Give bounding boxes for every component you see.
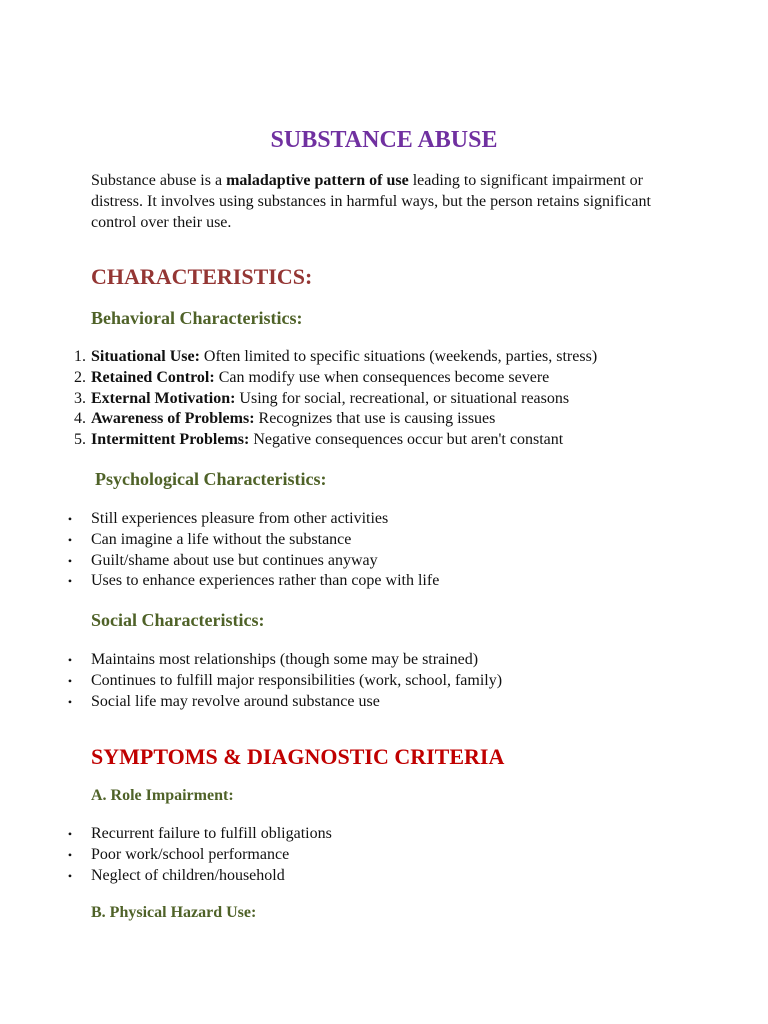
- item-term: Retained Control:: [91, 368, 215, 386]
- bullet-icon: •: [67, 847, 73, 862]
- symptoms-heading: SYMPTOMS & DIAGNOSTIC CRITERIA: [91, 744, 505, 769]
- behavioral-heading: Behavioral Characteristics:: [91, 308, 303, 328]
- list-item: [74, 430, 731, 451]
- item-term: External Motivation:: [91, 389, 236, 407]
- list-item: [74, 409, 731, 430]
- item-term: Situational Use:: [91, 348, 200, 365]
- intro-bold-phrase: maladaptive pattern of use: [226, 172, 409, 189]
- behavioral-list: [74, 347, 731, 451]
- bullet-icon: •: [67, 694, 73, 709]
- item-text: Recurrent failure to fulfill obligations: [91, 825, 332, 842]
- characteristics-heading: CHARACTERISTICS:: [91, 264, 313, 289]
- item-text: Guilt/shame about use but continues anyway: [91, 551, 378, 569]
- item-text: Neglect of children/household: [91, 866, 285, 884]
- item-term: Intermittent Problems:: [91, 431, 250, 449]
- bullet-icon: •: [67, 827, 73, 841]
- item-text: Negative consequences occur but aren't constant: [249, 431, 564, 449]
- list-number: 3.: [74, 389, 86, 407]
- list-item: [74, 347, 731, 368]
- bullet-icon: •: [67, 512, 73, 526]
- intro-text-start: Substance abuse is a: [91, 172, 227, 189]
- item-text: Maintains most relationships (though some may be strained): [91, 651, 479, 668]
- role-impairment-list: [67, 824, 731, 886]
- bullet-icon: •: [67, 868, 73, 883]
- intro-text-end: leading to significant impairment or distress. It involves using substances in harmful ways, but the person retains significant control over their use.: [91, 172, 651, 231]
- list-item: [67, 571, 731, 592]
- social-heading: Social Characteristics:: [91, 610, 265, 630]
- item-text: Can modify use when consequences become severe: [214, 368, 550, 386]
- role-impairment-heading: A. Role Impairment:: [91, 787, 234, 804]
- item-text: Still experiences pleasure from other activities: [91, 510, 389, 527]
- list-item: [74, 368, 731, 389]
- bullet-icon: •: [67, 673, 73, 688]
- item-text: Social life may revolve around substance use: [91, 692, 380, 710]
- item-text: Using for social, recreational, or situational reasons: [235, 389, 570, 407]
- bullet-icon: •: [67, 653, 73, 667]
- document-title: SUBSTANCE ABUSE: [270, 127, 498, 153]
- item-text: Continues to fulfill major responsibilities (work, school, family): [91, 671, 503, 689]
- bullet-icon: •: [67, 574, 73, 589]
- item-text: Often limited to specific situations (weekends, parties, stress): [199, 348, 598, 365]
- list-item: [67, 530, 731, 551]
- item-text: Recognizes that use is causing issues: [254, 410, 496, 428]
- psychological-heading: Psychological Characteristics:: [95, 469, 327, 489]
- item-text: Can imagine a life without the substance: [91, 530, 352, 548]
- list-item: [67, 692, 731, 713]
- list-number: 4.: [74, 410, 86, 428]
- item-text: Uses to enhance experiences rather than cope with life: [91, 572, 440, 590]
- list-item: [67, 509, 731, 530]
- social-list: [67, 650, 731, 712]
- list-item: [67, 671, 731, 692]
- physical-hazard-heading: B. Physical Hazard Use:: [91, 904, 257, 921]
- intro-paragraph: [91, 171, 691, 233]
- list-item: [67, 866, 731, 887]
- item-text: Poor work/school performance: [91, 845, 290, 863]
- list-number: 5.: [74, 431, 86, 449]
- list-number: 1.: [74, 348, 86, 365]
- item-term: Awareness of Problems:: [91, 410, 255, 428]
- list-number: 2.: [74, 368, 86, 386]
- bullet-icon: •: [67, 532, 73, 547]
- list-item: [74, 389, 731, 410]
- list-item: [67, 824, 731, 845]
- list-item: [67, 650, 731, 671]
- list-item: [67, 551, 731, 572]
- list-item: [67, 845, 731, 866]
- psychological-list: [67, 509, 731, 592]
- bullet-icon: •: [67, 553, 73, 568]
